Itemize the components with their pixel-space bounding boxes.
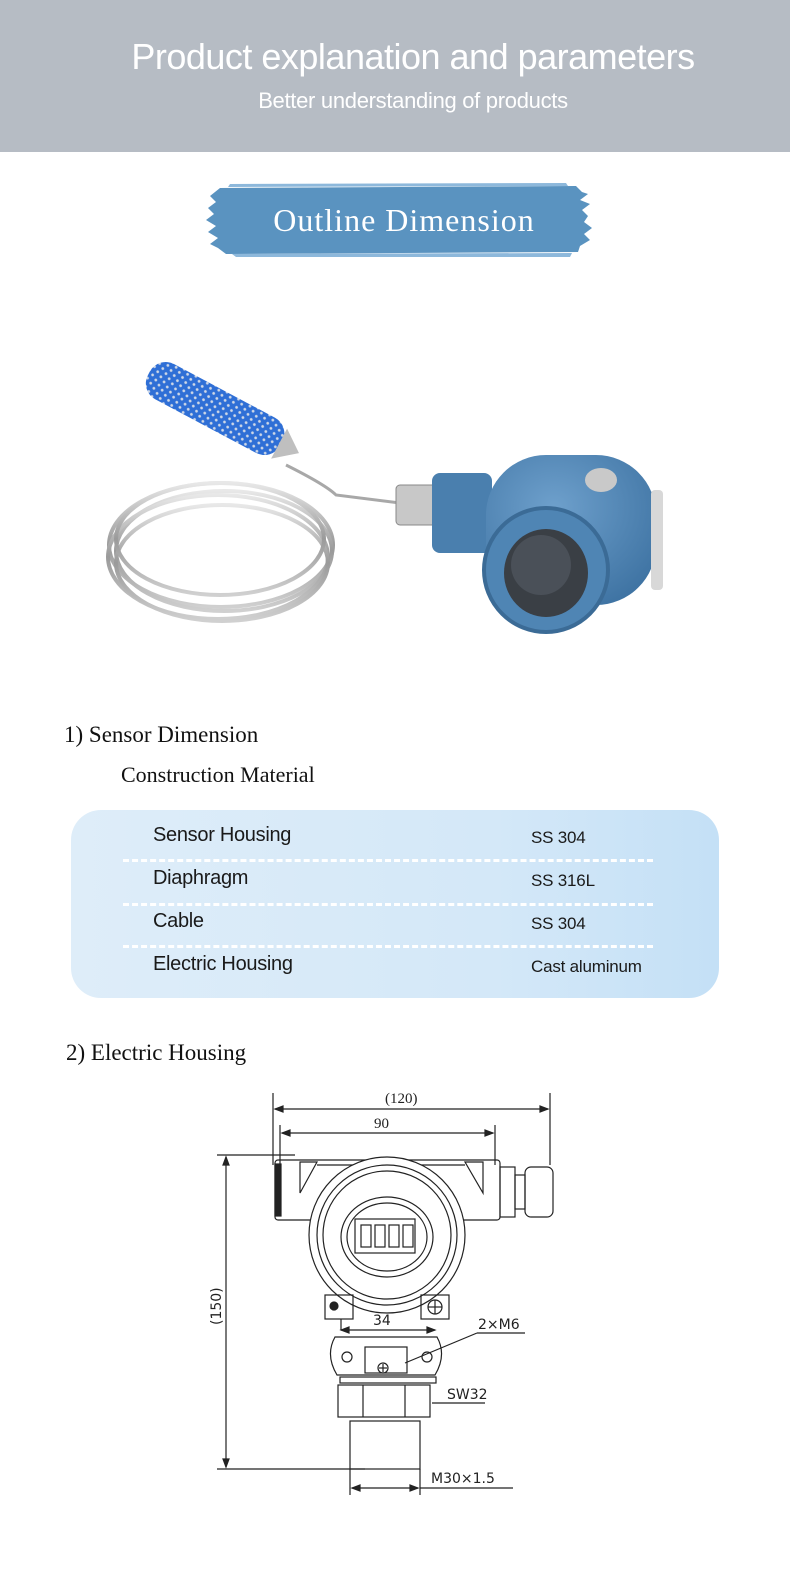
part-name: Cable (153, 910, 204, 932)
material-value: Cast aluminum (531, 957, 642, 976)
dim-wrench-size: SW32 (447, 1387, 488, 1403)
level-transmitter-image (96, 355, 696, 685)
row-divider (123, 903, 653, 906)
construction-material-heading: Construction Material (121, 762, 315, 787)
material-value: SS 316L (531, 871, 595, 890)
table-row (71, 953, 719, 997)
dim-overall-width: (120) (385, 1091, 418, 1107)
page-subtitle: Better understanding of products (258, 88, 568, 113)
row-divider (123, 945, 653, 948)
part-name: Electric Housing (153, 953, 293, 975)
banner-title: Outline Dimension (273, 202, 535, 238)
page-title: Product explanation and parameters (131, 36, 695, 77)
material-value: SS 304 (531, 828, 586, 847)
part-name: Diaphragm (153, 867, 249, 889)
dim-thread: M30×1.5 (431, 1471, 495, 1487)
part-name: Sensor Housing (153, 824, 292, 846)
electric-housing-heading: 2) Electric Housing (66, 1040, 247, 1065)
dim-overall-height: (150) (209, 1287, 225, 1325)
dim-mount-spacing: 34 (373, 1313, 391, 1329)
dim-mount-holes: 2×M6 (478, 1317, 520, 1333)
housing-outline-drawing (195, 1085, 575, 1535)
product-image (96, 355, 696, 685)
row-divider (123, 859, 653, 862)
section-banner (206, 182, 594, 258)
material-value: SS 304 (531, 914, 586, 933)
header-banner (0, 0, 790, 152)
dim-body-width: 90 (374, 1116, 389, 1132)
materials-table (71, 810, 719, 998)
dimension-drawing (195, 1085, 575, 1535)
sensor-dimension-heading: 1) Sensor Dimension (64, 722, 259, 747)
